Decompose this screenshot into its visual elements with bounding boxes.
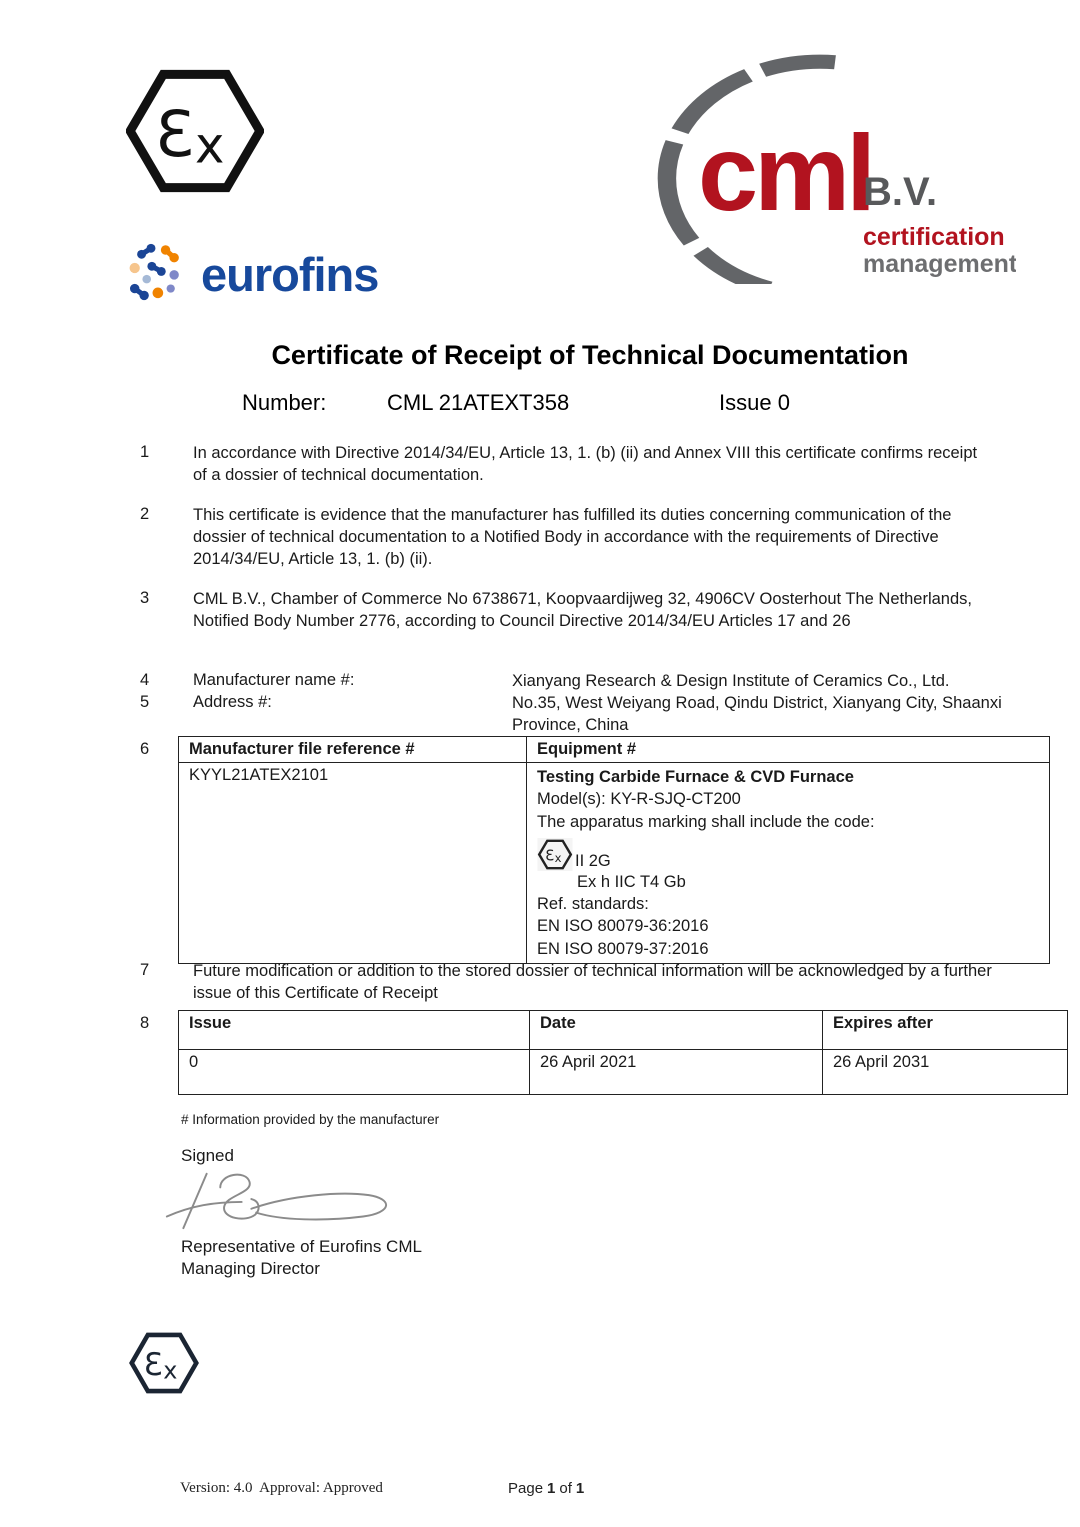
equipment-table-body-row [179, 763, 1050, 964]
item-6-number: 6 [140, 740, 150, 758]
svg-text:certification: certification [863, 223, 1005, 251]
date-header: Date [530, 1011, 823, 1050]
clause-2-text: This certificate is evidence that the manufacturer has fulfilled its duties concerning communication of the dossier of technical documentation to a Notified Body in accordance with the requirements of Directive 2014/34/EU, Article 13, 1. (b) (ii). [193, 506, 952, 568]
svg-text:Ɛ: Ɛ [143, 1346, 163, 1383]
address-label: Address #: [193, 693, 272, 711]
signed-label: Signed [181, 1146, 234, 1165]
file-reference-value: KYYL21ATEX2101 [179, 763, 527, 964]
svg-text:management: management [863, 250, 1016, 278]
equipment-table [178, 736, 1050, 964]
marking-intro: The apparatus marking shall include the code: [537, 812, 875, 831]
ex-hexagon-icon-small [127, 1330, 201, 1396]
eurofins-logo [127, 243, 378, 305]
ex-hexagon-logo-top [126, 66, 264, 201]
page-number: 1 [547, 1480, 556, 1497]
issue-table-header-row [179, 1011, 1068, 1050]
cml-bv-logo [648, 52, 1016, 289]
clause-2-number: 2 [140, 505, 150, 523]
svg-text:B.V.: B.V. [863, 170, 938, 214]
equipment-header: Equipment # [527, 737, 1050, 763]
marking-group: II 2G [575, 851, 611, 870]
item-4-number: 4 [140, 671, 150, 689]
manufacturer-name-label: Manufacturer name #: [193, 671, 355, 689]
clause-3-text: CML B.V., Chamber of Commerce No 6738671, Koopvaardijweg 32, 4906CV Oosterhout The Netherlands, Notified Body Number 2776, according to Council Directive 2014/34/EU Articles 17 and 26 [193, 590, 972, 630]
clause-3-number: 3 [140, 589, 150, 607]
page-of-label: of [559, 1480, 572, 1497]
svg-text:x: x [195, 116, 225, 175]
signature-image [163, 1166, 398, 1239]
signatory-role-1: Representative of Eurofins CML [181, 1237, 422, 1256]
item-5-number: 5 [140, 693, 150, 711]
signatory-role-2: Managing Director [181, 1258, 320, 1278]
equipment-table-header-row [179, 737, 1050, 763]
expires-header: Expires after [823, 1011, 1068, 1050]
certificate-number: CML 21ATEXT358 [387, 390, 570, 415]
svg-text:x: x [163, 1356, 178, 1385]
version-approval-text: Version: 4.0 Approval: Approved [180, 1480, 383, 1496]
issue-table [178, 1010, 1068, 1095]
issue-value: 0 [179, 1050, 530, 1095]
ex-hexagon-logo-bottom [127, 1330, 201, 1401]
clause-1-text: In accordance with Directive 2014/34/EU, Article 13, 1. (b) (ii) and Annex VIII this certificate confirms receipt of a dossier of technical documentation. [193, 444, 978, 484]
manufacturer-footnote: # Information provided by the manufacturer [181, 1112, 440, 1127]
eurofins-wordmark: eurofins [201, 247, 379, 301]
issue-number: Issue 0 [719, 390, 790, 415]
number-label: Number: [242, 390, 327, 415]
equipment-models: Model(s): KY-R-SJQ-CT200 [537, 790, 741, 809]
page-total: 1 [575, 1480, 585, 1497]
svg-text:cml: cml [698, 112, 873, 233]
equipment-title: Testing Carbide Furnace & CVD Furnace [537, 768, 854, 786]
svg-text:Ɛ: Ɛ [154, 96, 194, 171]
address-value: No.35, West Weiyang Road, Qindu District, Xianyang City, Shaanxi Province, China [512, 694, 1002, 734]
marking-code-row [537, 835, 1039, 871]
marking-code: Ex h IIC T4 Gb [577, 872, 686, 891]
expires-value: 26 April 2031 [823, 1050, 1068, 1095]
page-indicator [508, 1480, 588, 1497]
svg-text:x: x [554, 850, 562, 865]
clause-7-text: Future modification or addition to the stored dossier of technical information will be acknowledged by a further issue of this Certificate of Receipt [193, 962, 992, 1002]
page-title: Certificate of Receipt of Technical Documentation [271, 340, 909, 370]
item-8-number: 8 [140, 1014, 150, 1032]
clause-1-number: 1 [140, 443, 150, 461]
ex-marking-icon [537, 838, 573, 871]
standard-2: EN ISO 80079-37:2016 [537, 939, 709, 958]
issue-header: Issue [179, 1011, 530, 1050]
ref-standards-label: Ref. standards: [537, 895, 649, 914]
file-reference-header: Manufacturer file reference # [179, 737, 527, 763]
eurofins-dots-icon [127, 243, 187, 305]
ex-hexagon-icon [126, 66, 264, 196]
date-value: 26 April 2021 [530, 1050, 823, 1095]
svg-text:Ɛ: Ɛ [545, 847, 555, 865]
standard-1: EN ISO 80079-36:2016 [537, 917, 709, 936]
clause-7-number: 7 [140, 961, 150, 979]
cml-logo-graphic [648, 52, 1016, 284]
issue-table-body-row [179, 1050, 1068, 1095]
manufacturer-name-value: Xianyang Research & Design Institute of Ceramics Co., Ltd. [512, 672, 950, 690]
signatory-block [181, 1236, 422, 1279]
page-label: Page [508, 1480, 544, 1497]
